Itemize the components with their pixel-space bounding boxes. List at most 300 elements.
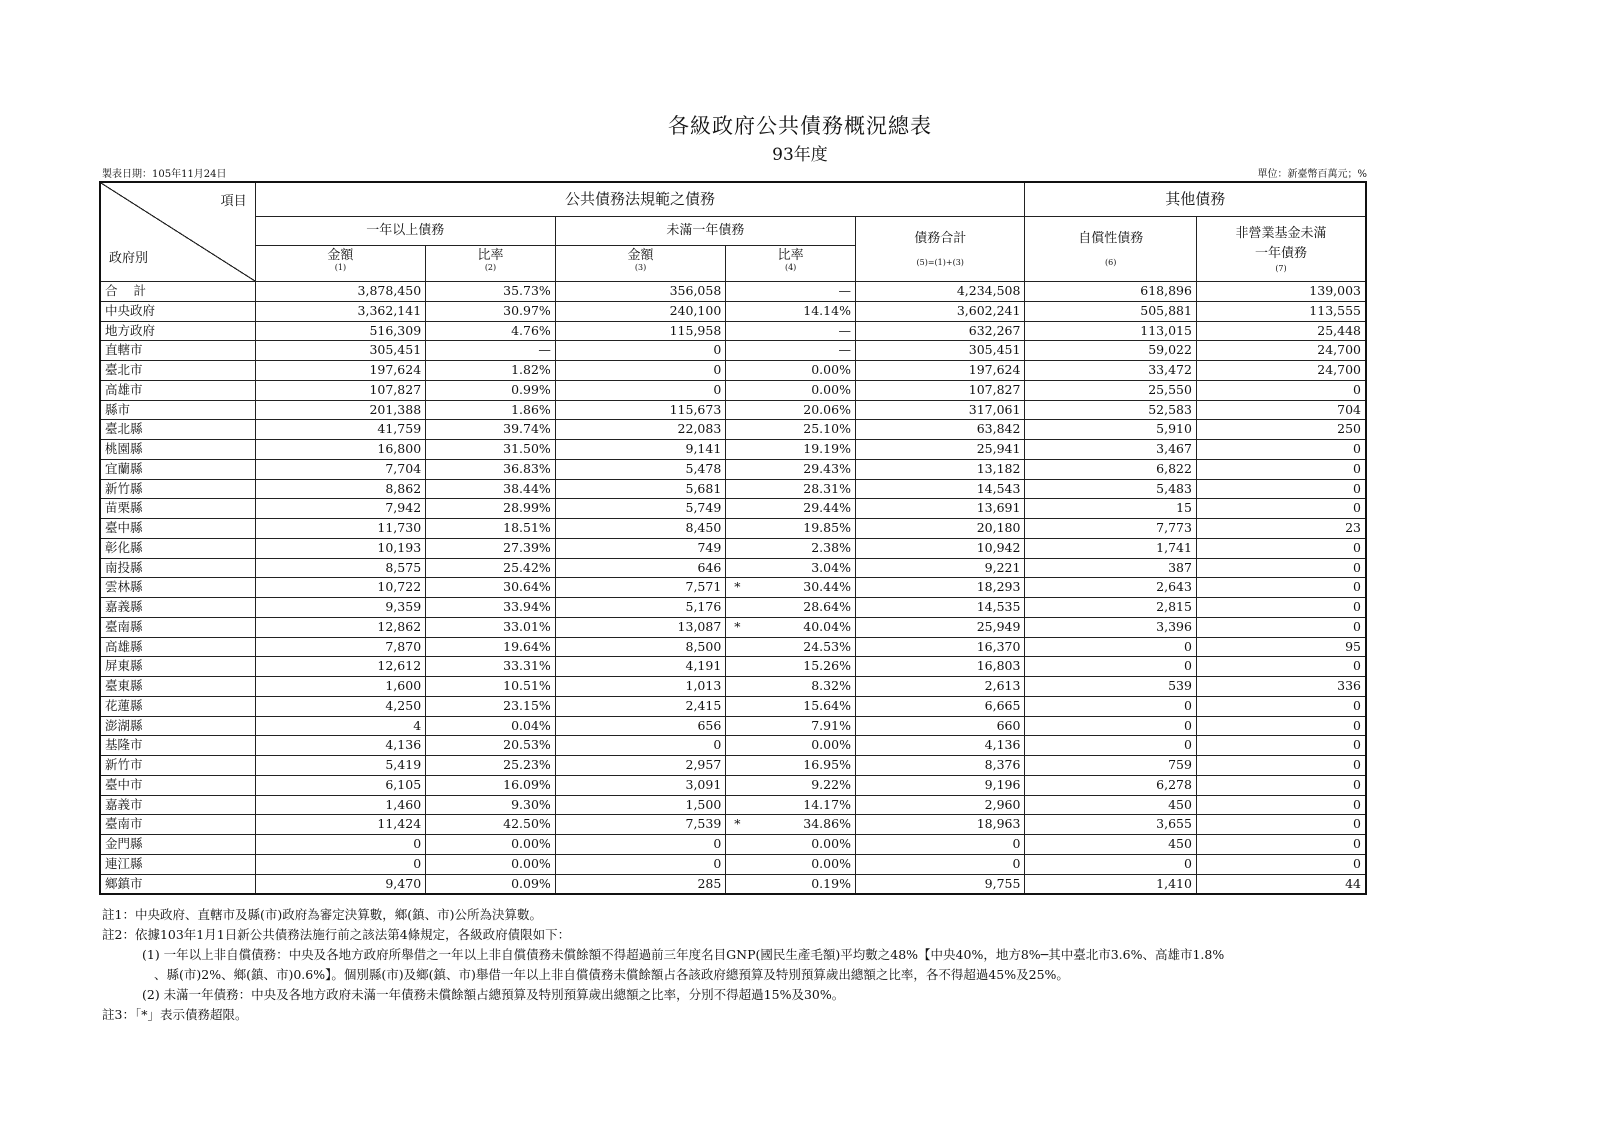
col-amount1-header (255, 246, 425, 282)
value-cell-c1: 4 (255, 716, 425, 736)
value-cell-c1: 6,105 (255, 775, 425, 795)
value-cell-c1: 516,309 (255, 321, 425, 341)
table-row (100, 874, 1366, 894)
value-cell-c4: 25.10% (726, 420, 856, 440)
value-cell-c1: 1,600 (255, 677, 425, 697)
value-cell-c6: 52,583 (1025, 400, 1197, 420)
value-cell-c4: 2.38% (726, 538, 856, 558)
ratio-value: 30.44% (803, 579, 851, 595)
group-public-debt: 公共債務法規範之債務 (255, 182, 1025, 217)
value-cell-c5: 16,803 (855, 657, 1025, 677)
value-cell-c4: 0.00% (726, 854, 856, 874)
value-cell-c3: 5,176 (555, 598, 725, 618)
value-cell-c2: 4.76% (426, 321, 556, 341)
value-cell-c6: 0 (1025, 657, 1197, 677)
value-cell-c4: 28.31% (726, 479, 856, 499)
table-row (100, 519, 1366, 539)
value-cell-c6: 59,022 (1025, 341, 1197, 361)
value-cell-c6: 7,773 (1025, 519, 1197, 539)
table-row (100, 835, 1366, 855)
value-cell-c5: 20,180 (855, 519, 1025, 539)
value-cell-c4: 15.26% (726, 657, 856, 677)
value-cell-c5: 6,665 (855, 696, 1025, 716)
note-2: 註2：依據103年1月1日新公共債務法施行前之該法第4條規定，各級政府債限如下： (102, 927, 571, 942)
value-cell-c1: 9,359 (255, 598, 425, 618)
value-cell-c3: 5,681 (555, 479, 725, 499)
value-cell-c5: 13,182 (855, 459, 1025, 479)
value-cell-c6: 618,896 (1025, 282, 1197, 302)
value-cell-c7: 23 (1196, 519, 1366, 539)
value-cell-c3: 0 (555, 380, 725, 400)
value-cell-c5: 4,234,508 (855, 282, 1025, 302)
value-cell-c4: 7.91% (726, 716, 856, 736)
value-cell-c3: 8,450 (555, 519, 725, 539)
col-ratio4-header (726, 246, 856, 282)
value-cell-c1: 4,136 (255, 736, 425, 756)
value-cell-c2: 28.99% (426, 499, 556, 519)
value-cell-c5: 632,267 (855, 321, 1025, 341)
value-cell-c6: 0 (1025, 736, 1197, 756)
gov-name-cell: 中央政府 (100, 301, 255, 321)
value-cell-c7: 0 (1196, 736, 1366, 756)
value-cell-c6: 3,467 (1025, 440, 1197, 460)
value-cell-c3: 2,957 (555, 756, 725, 776)
value-cell-c1: 4,250 (255, 696, 425, 716)
gov-name-cell: 基隆市 (100, 736, 255, 756)
value-cell-c1: 11,424 (255, 815, 425, 835)
sub-over-one-year: 一年以上債務 (255, 217, 555, 246)
col-self-header (1025, 217, 1197, 282)
value-cell-c2: 33.94% (426, 598, 556, 618)
debt-table (99, 181, 1367, 895)
table-row (100, 440, 1366, 460)
corner-item-label: 項目 (220, 194, 247, 209)
table-row (100, 617, 1366, 637)
gov-name-cell: 桃園縣 (100, 440, 255, 460)
value-cell-c6: 450 (1025, 835, 1197, 855)
gov-name-cell: 澎湖縣 (100, 716, 255, 736)
value-cell-c5: 2,613 (855, 677, 1025, 697)
value-cell-c6: 3,655 (1025, 815, 1197, 835)
value-cell-c5: 25,941 (855, 440, 1025, 460)
value-cell-c5: 9,755 (855, 874, 1025, 894)
value-cell-c7: 0 (1196, 696, 1366, 716)
value-cell-c3: 240,100 (555, 301, 725, 321)
value-cell-c2: 35.73% (426, 282, 556, 302)
col-ratio2-label: 比率 (477, 248, 504, 263)
value-cell-c5: 25,949 (855, 617, 1025, 637)
value-cell-c7: 704 (1196, 400, 1366, 420)
value-cell-c4: 29.43% (726, 459, 856, 479)
value-cell-c2: 36.83% (426, 459, 556, 479)
value-cell-c4 (726, 578, 856, 598)
value-cell-c1: 10,193 (255, 538, 425, 558)
value-cell-c6: 450 (1025, 795, 1197, 815)
value-cell-c7: 0 (1196, 538, 1366, 558)
value-cell-c5: 305,451 (855, 341, 1025, 361)
over-limit-mark: * (734, 816, 741, 832)
value-cell-c7: 24,700 (1196, 361, 1366, 381)
value-cell-c5: 14,535 (855, 598, 1025, 618)
value-cell-c4: 0.00% (726, 736, 856, 756)
gov-name-cell: 雲林縣 (100, 578, 255, 598)
note-3: 註3：「*」表示債務超限。 (102, 1007, 248, 1022)
value-cell-c2: 25.23% (426, 756, 556, 776)
table-row (100, 459, 1366, 479)
table-row (100, 282, 1366, 302)
value-cell-c7: 250 (1196, 420, 1366, 440)
ratio-value: 34.86% (803, 816, 851, 832)
value-cell-c6: 6,822 (1025, 459, 1197, 479)
value-cell-c6: 1,410 (1025, 874, 1197, 894)
gov-name-cell: 臺南市 (100, 815, 255, 835)
value-cell-c2: 23.15% (426, 696, 556, 716)
value-cell-c6: 539 (1025, 677, 1197, 697)
value-cell-c5: 18,293 (855, 578, 1025, 598)
note-2-item-1-cont: 、縣(市)2%、鄉(鎮、市)0.6%】。個別縣(市)及鄉(鎮、市)舉借一年以上非自償債務未償餘額占各該政府總預算及特別預算歲出總額之比率，各不得超過45%及25%。 (154, 967, 1069, 982)
value-cell-c7: 0 (1196, 617, 1366, 637)
col-total-label: 債務合計 (914, 231, 967, 246)
value-cell-c4: — (726, 341, 856, 361)
table-row (100, 854, 1366, 874)
value-cell-c3: 0 (555, 341, 725, 361)
value-cell-c1: 7,942 (255, 499, 425, 519)
value-cell-c7: 0 (1196, 775, 1366, 795)
value-cell-c7: 0 (1196, 479, 1366, 499)
value-cell-c6: 2,815 (1025, 598, 1197, 618)
value-cell-c3: 2,415 (555, 696, 725, 716)
value-cell-c4: 14.17% (726, 795, 856, 815)
value-cell-c3: 749 (555, 538, 725, 558)
value-cell-c1: 10,722 (255, 578, 425, 598)
value-cell-c5: 8,376 (855, 756, 1025, 776)
col-ratio4-index: (4) (784, 263, 797, 272)
gov-name-cell: 臺中縣 (100, 519, 255, 539)
value-cell-c6: 5,483 (1025, 479, 1197, 499)
value-cell-c6: 505,881 (1025, 301, 1197, 321)
value-cell-c4: — (726, 321, 856, 341)
value-cell-c7: 25,448 (1196, 321, 1366, 341)
col-fund-label: 非營業基金未滿一年債務 (1235, 226, 1327, 261)
value-cell-c6: 0 (1025, 696, 1197, 716)
value-cell-c6: 25,550 (1025, 380, 1197, 400)
value-cell-c5: 63,842 (855, 420, 1025, 440)
value-cell-c3: 115,958 (555, 321, 725, 341)
table-row (100, 598, 1366, 618)
table-row (100, 696, 1366, 716)
value-cell-c3: 22,083 (555, 420, 725, 440)
value-cell-c3: 5,478 (555, 459, 725, 479)
value-cell-c2: 0.00% (426, 835, 556, 855)
made-date: 製表日期：105年11月24日 (102, 169, 227, 180)
value-cell-c1: 3,362,141 (255, 301, 425, 321)
table-row (100, 321, 1366, 341)
value-cell-c6: 5,910 (1025, 420, 1197, 440)
value-cell-c5: 660 (855, 716, 1025, 736)
over-limit-mark: * (734, 579, 741, 595)
value-cell-c5: 4,136 (855, 736, 1025, 756)
gov-name-cell: 屏東縣 (100, 657, 255, 677)
value-cell-c4: 15.64% (726, 696, 856, 716)
value-cell-c3: 8,500 (555, 637, 725, 657)
value-cell-c7: 0 (1196, 459, 1366, 479)
value-cell-c6: 759 (1025, 756, 1197, 776)
value-cell-c5: 197,624 (855, 361, 1025, 381)
col-ratio4-label: 比率 (777, 248, 804, 263)
gov-name-cell: 宜蘭縣 (100, 459, 255, 479)
value-cell-c7: 0 (1196, 854, 1366, 874)
gov-name-cell: 金門縣 (100, 835, 255, 855)
table-row (100, 756, 1366, 776)
value-cell-c6: 2,643 (1025, 578, 1197, 598)
value-cell-c1: 8,862 (255, 479, 425, 499)
table-row (100, 637, 1366, 657)
value-cell-c5: 2,960 (855, 795, 1025, 815)
value-cell-c7: 0 (1196, 558, 1366, 578)
gov-name-cell: 臺北縣 (100, 420, 255, 440)
value-cell-c5: 16,370 (855, 637, 1025, 657)
value-cell-c7: 0 (1196, 815, 1366, 835)
gov-name-cell: 新竹縣 (100, 479, 255, 499)
value-cell-c5: 18,963 (855, 815, 1025, 835)
table-row (100, 677, 1366, 697)
note-1: 註1：中央政府、直轄市及縣(市)政府為審定決算數，鄉(鎮、市)公所為決算數。 (102, 907, 542, 922)
value-cell-c6: 113,015 (1025, 321, 1197, 341)
sub-under-one-year: 未滿一年債務 (555, 217, 855, 246)
value-cell-c2: 42.50% (426, 815, 556, 835)
value-cell-c3: 0 (555, 361, 725, 381)
value-cell-c2: 9.30% (426, 795, 556, 815)
value-cell-c7: 0 (1196, 380, 1366, 400)
col-amount1-label: 金額 (327, 248, 354, 263)
note-2-item-1: (1) 一年以上非自償債務：中央及各地方政府所舉借之一年以上非自償債務未償餘額不得超過前三年度名目GNP(國民生產毛額)平均數之48%【中央40%，地方8%─其中臺北市3.6%、高雄市1.8% (142, 947, 1225, 962)
table-row (100, 400, 1366, 420)
value-cell-c2: 25.42% (426, 558, 556, 578)
page-title: 各級政府公共債務概況總表 (668, 114, 932, 138)
value-cell-c7: 0 (1196, 795, 1366, 815)
gov-name-cell: 嘉義市 (100, 795, 255, 815)
gov-name-cell: 嘉義縣 (100, 598, 255, 618)
value-cell-c4: 16.95% (726, 756, 856, 776)
value-cell-c5: 13,691 (855, 499, 1025, 519)
value-cell-c6: 387 (1025, 558, 1197, 578)
col-fund-header (1196, 217, 1366, 282)
value-cell-c4: 19.85% (726, 519, 856, 539)
value-cell-c3: 0 (555, 835, 725, 855)
footnotes (102, 905, 1224, 1025)
value-cell-c2: 0.09% (426, 874, 556, 894)
value-cell-c2: 30.97% (426, 301, 556, 321)
corner-gov-label: 政府別 (109, 251, 149, 267)
value-cell-c5: 9,196 (855, 775, 1025, 795)
gov-name-cell: 地方政府 (100, 321, 255, 341)
col-amount1-index: (1) (334, 263, 347, 272)
table-row (100, 795, 1366, 815)
value-cell-c3: 4,191 (555, 657, 725, 677)
value-cell-c2: 16.09% (426, 775, 556, 795)
value-cell-c4: 0.00% (726, 361, 856, 381)
value-cell-c2: — (426, 341, 556, 361)
value-cell-c3: 0 (555, 854, 725, 874)
value-cell-c4 (726, 617, 856, 637)
value-cell-c1: 9,470 (255, 874, 425, 894)
value-cell-c1: 41,759 (255, 420, 425, 440)
value-cell-c6: 6,278 (1025, 775, 1197, 795)
unit-label: 單位：新臺幣百萬元；% (1257, 169, 1367, 180)
value-cell-c1: 201,388 (255, 400, 425, 420)
gov-name-cell: 直轄市 (100, 341, 255, 361)
value-cell-c3: 7,539 (555, 815, 725, 835)
value-cell-c1: 5,419 (255, 756, 425, 776)
value-cell-c4: 0.00% (726, 835, 856, 855)
value-cell-c2: 33.31% (426, 657, 556, 677)
value-cell-c7: 0 (1196, 499, 1366, 519)
fiscal-year: 93年度 (772, 145, 828, 165)
value-cell-c4: 3.04% (726, 558, 856, 578)
gov-name-cell: 臺東縣 (100, 677, 255, 697)
value-cell-c2: 30.64% (426, 578, 556, 598)
debt-table-body (100, 282, 1366, 895)
gov-name-cell: 合計 (100, 282, 255, 302)
table-row (100, 736, 1366, 756)
table-row (100, 578, 1366, 598)
value-cell-c7: 139,003 (1196, 282, 1366, 302)
value-cell-c4: 24.53% (726, 637, 856, 657)
corner-header (100, 182, 255, 282)
over-limit-mark: * (734, 618, 741, 634)
value-cell-c3: 115,673 (555, 400, 725, 420)
value-cell-c2: 39.74% (426, 420, 556, 440)
col-self-label: 自償性債務 (1078, 231, 1144, 246)
value-cell-c3: 0 (555, 736, 725, 756)
gov-name-cell: 高雄縣 (100, 637, 255, 657)
value-cell-c3: 285 (555, 874, 725, 894)
gov-name-cell: 花蓮縣 (100, 696, 255, 716)
gov-name-cell: 南投縣 (100, 558, 255, 578)
value-cell-c6: 0 (1025, 637, 1197, 657)
value-cell-c2: 1.82% (426, 361, 556, 381)
value-cell-c1: 7,704 (255, 459, 425, 479)
table-row (100, 380, 1366, 400)
value-cell-c2: 18.51% (426, 519, 556, 539)
value-cell-c4: 28.64% (726, 598, 856, 618)
value-cell-c4 (726, 815, 856, 835)
value-cell-c4: 19.19% (726, 440, 856, 460)
value-cell-c5: 317,061 (855, 400, 1025, 420)
ratio-value: 40.04% (803, 618, 851, 634)
value-cell-c3: 13,087 (555, 617, 725, 637)
value-cell-c7: 0 (1196, 716, 1366, 736)
gov-name-cell: 連江縣 (100, 854, 255, 874)
gov-name-cell: 臺中市 (100, 775, 255, 795)
gov-name-cell: 高雄市 (100, 380, 255, 400)
value-cell-c6: 0 (1025, 716, 1197, 736)
col-ratio2-index: (2) (484, 263, 497, 272)
value-cell-c5: 10,942 (855, 538, 1025, 558)
col-amount3-header (555, 246, 725, 282)
table-row (100, 420, 1366, 440)
value-cell-c3: 9,141 (555, 440, 725, 460)
value-cell-c7: 0 (1196, 657, 1366, 677)
value-cell-c2: 0.99% (426, 380, 556, 400)
value-cell-c1: 8,575 (255, 558, 425, 578)
value-cell-c6: 15 (1025, 499, 1197, 519)
value-cell-c2: 19.64% (426, 637, 556, 657)
value-cell-c1: 0 (255, 854, 425, 874)
value-cell-c3: 7,571 (555, 578, 725, 598)
value-cell-c3: 1,500 (555, 795, 725, 815)
value-cell-c4: 0.00% (726, 380, 856, 400)
col-amount3-label: 金額 (627, 248, 654, 263)
gov-name-cell: 臺北市 (100, 361, 255, 381)
value-cell-c7: 24,700 (1196, 341, 1366, 361)
value-cell-c4: 8.32% (726, 677, 856, 697)
gov-name-cell: 鄉鎮市 (100, 874, 255, 894)
value-cell-c3: 356,058 (555, 282, 725, 302)
value-cell-c7: 0 (1196, 756, 1366, 776)
value-cell-c2: 38.44% (426, 479, 556, 499)
table-row (100, 657, 1366, 677)
value-cell-c4: — (726, 282, 856, 302)
table-row (100, 716, 1366, 736)
gov-name-cell: 縣市 (100, 400, 255, 420)
value-cell-c2: 31.50% (426, 440, 556, 460)
table-row (100, 558, 1366, 578)
value-cell-c3: 5,749 (555, 499, 725, 519)
value-cell-c7: 44 (1196, 874, 1366, 894)
value-cell-c7: 0 (1196, 598, 1366, 618)
value-cell-c4: 0.19% (726, 874, 856, 894)
gov-name-cell: 苗栗縣 (100, 499, 255, 519)
table-row (100, 361, 1366, 381)
group-other-debt: 其他債務 (1025, 182, 1366, 217)
value-cell-c2: 0.04% (426, 716, 556, 736)
value-cell-c7: 113,555 (1196, 301, 1366, 321)
value-cell-c3: 1,013 (555, 677, 725, 697)
col-amount3-index: (3) (634, 263, 647, 272)
gov-name-cell: 新竹市 (100, 756, 255, 776)
table-row (100, 815, 1366, 835)
value-cell-c4: 29.44% (726, 499, 856, 519)
value-cell-c7: 0 (1196, 578, 1366, 598)
value-cell-c7: 0 (1196, 835, 1366, 855)
value-cell-c6: 33,472 (1025, 361, 1197, 381)
value-cell-c1: 0 (255, 835, 425, 855)
col-fund-index: (7) (1275, 264, 1287, 273)
table-row (100, 538, 1366, 558)
value-cell-c1: 12,862 (255, 617, 425, 637)
value-cell-c7: 336 (1196, 677, 1366, 697)
value-cell-c3: 3,091 (555, 775, 725, 795)
value-cell-c5: 107,827 (855, 380, 1025, 400)
value-cell-c5: 0 (855, 854, 1025, 874)
value-cell-c2: 27.39% (426, 538, 556, 558)
table-row (100, 301, 1366, 321)
gov-name-cell: 臺南縣 (100, 617, 255, 637)
gov-name-cell: 彰化縣 (100, 538, 255, 558)
col-ratio2-header (426, 246, 556, 282)
value-cell-c5: 3,602,241 (855, 301, 1025, 321)
table-row (100, 479, 1366, 499)
value-cell-c5: 0 (855, 835, 1025, 855)
value-cell-c6: 3,396 (1025, 617, 1197, 637)
value-cell-c1: 1,460 (255, 795, 425, 815)
value-cell-c2: 20.53% (426, 736, 556, 756)
value-cell-c3: 646 (555, 558, 725, 578)
value-cell-c4: 20.06% (726, 400, 856, 420)
value-cell-c1: 12,612 (255, 657, 425, 677)
col-total-header (855, 217, 1025, 282)
